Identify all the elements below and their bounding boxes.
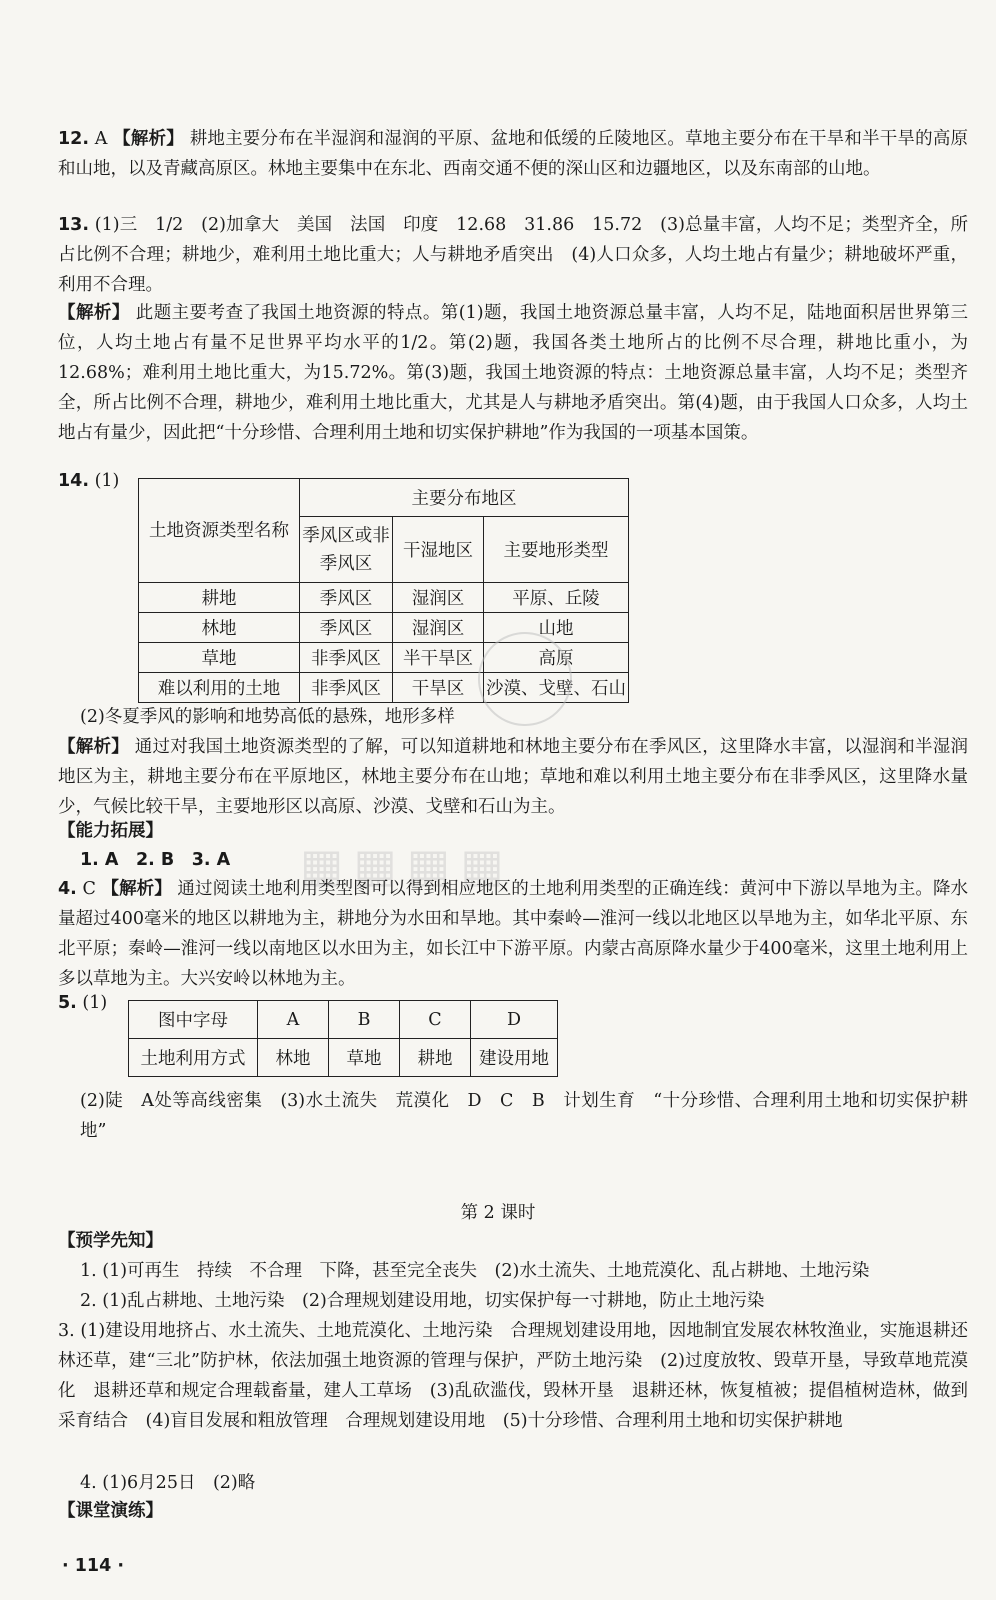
table-cell: 季风区 [300,613,393,643]
table-cell: 草地 [329,1039,400,1077]
table-cell: 干旱区 [393,673,484,703]
ability-question-5-rest: (2)陡 A处等高线密集 (3)水土流失 荒漠化 D C B 计划生育 “十分珍惜、合理利用土地和切实保护耕地” [80,1091,968,1141]
answer-text: (1)三 1/2 (2)加拿大 美国 法国 印度 12.68 31.86 15.72 (3)总量丰富，人均不足；类型齐全，所占比例不合理；耕地少，难利用土地比重大；人与耕地矛盾突出 (4)人口众多，人均土地占有量少；耕地破坏严重，利用不合理。 [58,215,968,295]
table-row [129,1039,558,1077]
table-cell: 草地 [139,643,300,673]
question-number: 4. [58,879,77,899]
analysis-text: 此题主要考查了我国土地资源的特点。第(1)题，我国土地资源总量丰富，人均不足，陆地面积居世界第三位，人均土地占有量不足世界平均水平的1/2。第(2)题，我国各类土地所占的比例不尽合理，耕地比重小，为12.68%；难利用土地比重大，为15.72%。第(3)题，我国土地资源的特点：土地资源总量丰富，人均不足；类型齐全，所占比例不合理，耕地少，难利用土地比重大，尤其是人与耕地矛盾突出。第(4)题，由于我国人口众多，人均土地占有量少，因此把“十分珍惜、合理利用土地和切实保护耕地”作为我国的一项基本国策。 [58,303,968,443]
answer: C [76,879,102,899]
analysis-tag: 【解析】 [101,879,172,899]
section-class-practice: 【课堂演练】 [58,1501,163,1521]
question-14-part2: (2)冬夏季风的影响和地势高低的悬殊，地形多样 [80,707,455,727]
lesson-title: 第 2 课时 [460,1203,536,1223]
preview-1: 1. (1)可再生 持续 不合理 下降，甚至完全丧失 (2)水土流失、土地荒漠化、乱占耕地、土地污染 [80,1261,870,1281]
table-cell: 湿润区 [393,583,484,613]
table-cell: 半干旱区 [393,643,484,673]
table-cell: 平原、丘陵 [484,583,629,613]
page-number: · 114 · [62,1556,125,1576]
question-number: 12. [58,129,90,149]
ability-question-4 [58,874,968,994]
table-row [139,583,629,613]
question-number: 14. [58,471,90,491]
table-cell: 非季风区 [300,673,393,703]
header-monsoon: 季风区或非季风区 [300,517,393,583]
table-cell: 非季风区 [300,643,393,673]
table-cell: 建设用地 [471,1039,558,1077]
table-cell: 季风区 [300,583,393,613]
preview-4: 4. (1)6月25日 (2)略 [80,1473,256,1493]
table-cell: 图中字母 [129,1001,258,1039]
section-ability: 【能力拓展】 [58,821,163,841]
table-cell: 山地 [484,613,629,643]
analysis-text: 耕地主要分布在半湿润和湿润的平原、盆地和低缓的丘陵地区。草地主要分布在干旱和半干旱的高原和山地，以及青藏高原区。林地主要集中在东北、西南交通不便的深山区和边疆地区，以及东南部的山地。 [58,129,969,179]
question-13 [58,210,968,300]
ability-answers-1-3: 1. A 2. B 3. A [80,850,231,870]
table-cell: B [329,1001,400,1039]
watermark: ▦▦▦▦ [300,838,514,892]
table-cell: 耕地 [400,1039,471,1077]
table-cell: 沙漠、戈壁、石山 [484,673,629,703]
analysis-text: 通过对我国土地资源类型的了解，可以知道耕地和林地主要分布在季风区，这里降水丰富，以湿润和半湿润地区为主，耕地主要分布在平原地区，林地主要分布在山地；草地和难以利用土地主要分布在非季风区，这里降水量少，气候比较干旱，主要地形区以高原、沙漠、戈壁和石山为主。 [58,737,968,817]
analysis-text: 通过阅读土地利用类型图可以得到相应地区的土地利用类型的正确连线：黄河中下游以旱地为主。降水量超过400毫米的地区以耕地为主，耕地分为水田和旱地。其中秦岭—淮河一线以北地区以旱地为主，如华北平原、东北平原；秦岭—淮河一线以南地区以水田为主，如长江中下游平原。内蒙古高原降水量少于400毫米，这里土地利用上多以草地为主。大兴安岭以林地为主。 [58,879,969,989]
preview-3: 3. (1)建设用地挤占、水土流失、土地荒漠化、土地污染 合理规划建设用地，因地制宜发展农林牧渔业，实施退耕还林还草，建“三北”防护林，依法加强土地资源的管理与保护，严防土地污染 (2)过度放牧、毁草开垦，导致草地荒漠化 退耕还草和规定合理载畜量，建人工草场 (3)乱砍滥伐，毁林开垦 退耕还林，恢复植被；提倡植树造林，做到采育结合 (4)盲目发展和粗放管理 合理规划建设用地 (5)十分珍惜、合理利用土地和切实保护耕地 [58,1321,968,1431]
table-cell: D [471,1001,558,1039]
analysis-tag: 【解析】 [58,303,130,323]
table-cell: 林地 [258,1039,329,1077]
answer: A [89,129,114,149]
table-cell: 林地 [139,613,300,643]
preview-2: 2. (1)乱占耕地、土地污染 (2)合理规划建设用地，切实保护每一寸耕地，防止土地污染 [80,1291,765,1311]
table-cell: C [400,1001,471,1039]
table-row [129,1001,558,1039]
table-row [139,613,629,643]
sub-label: (1) [89,471,120,491]
question-13-analysis [58,298,968,448]
header-type: 土地资源类型名称 [139,479,300,583]
sub-label: (1) [76,993,108,1013]
question-number: 13. [58,215,90,235]
question-number: 5. [58,993,77,1013]
analysis-tag: 【解析】 [113,129,184,149]
analysis-tag: 【解析】 [58,737,129,757]
table-cell: 高原 [484,643,629,673]
land-use-table [128,1000,558,1077]
table-cell: 耕地 [139,583,300,613]
section-preview: 【预学先知】 [58,1231,163,1251]
header-terrain: 主要地形类型 [484,517,629,583]
table-cell: 土地利用方式 [129,1039,258,1077]
table-cell: A [258,1001,329,1039]
header-main-area: 主要分布地区 [300,479,629,517]
question-12 [58,124,968,184]
question-14-label [58,466,138,496]
table-cell: 难以利用的土地 [139,673,300,703]
table-cell: 湿润区 [393,613,484,643]
question-14-analysis [58,732,968,822]
header-dry-wet: 干湿地区 [393,517,484,583]
ability-question-5-label [58,988,138,1018]
